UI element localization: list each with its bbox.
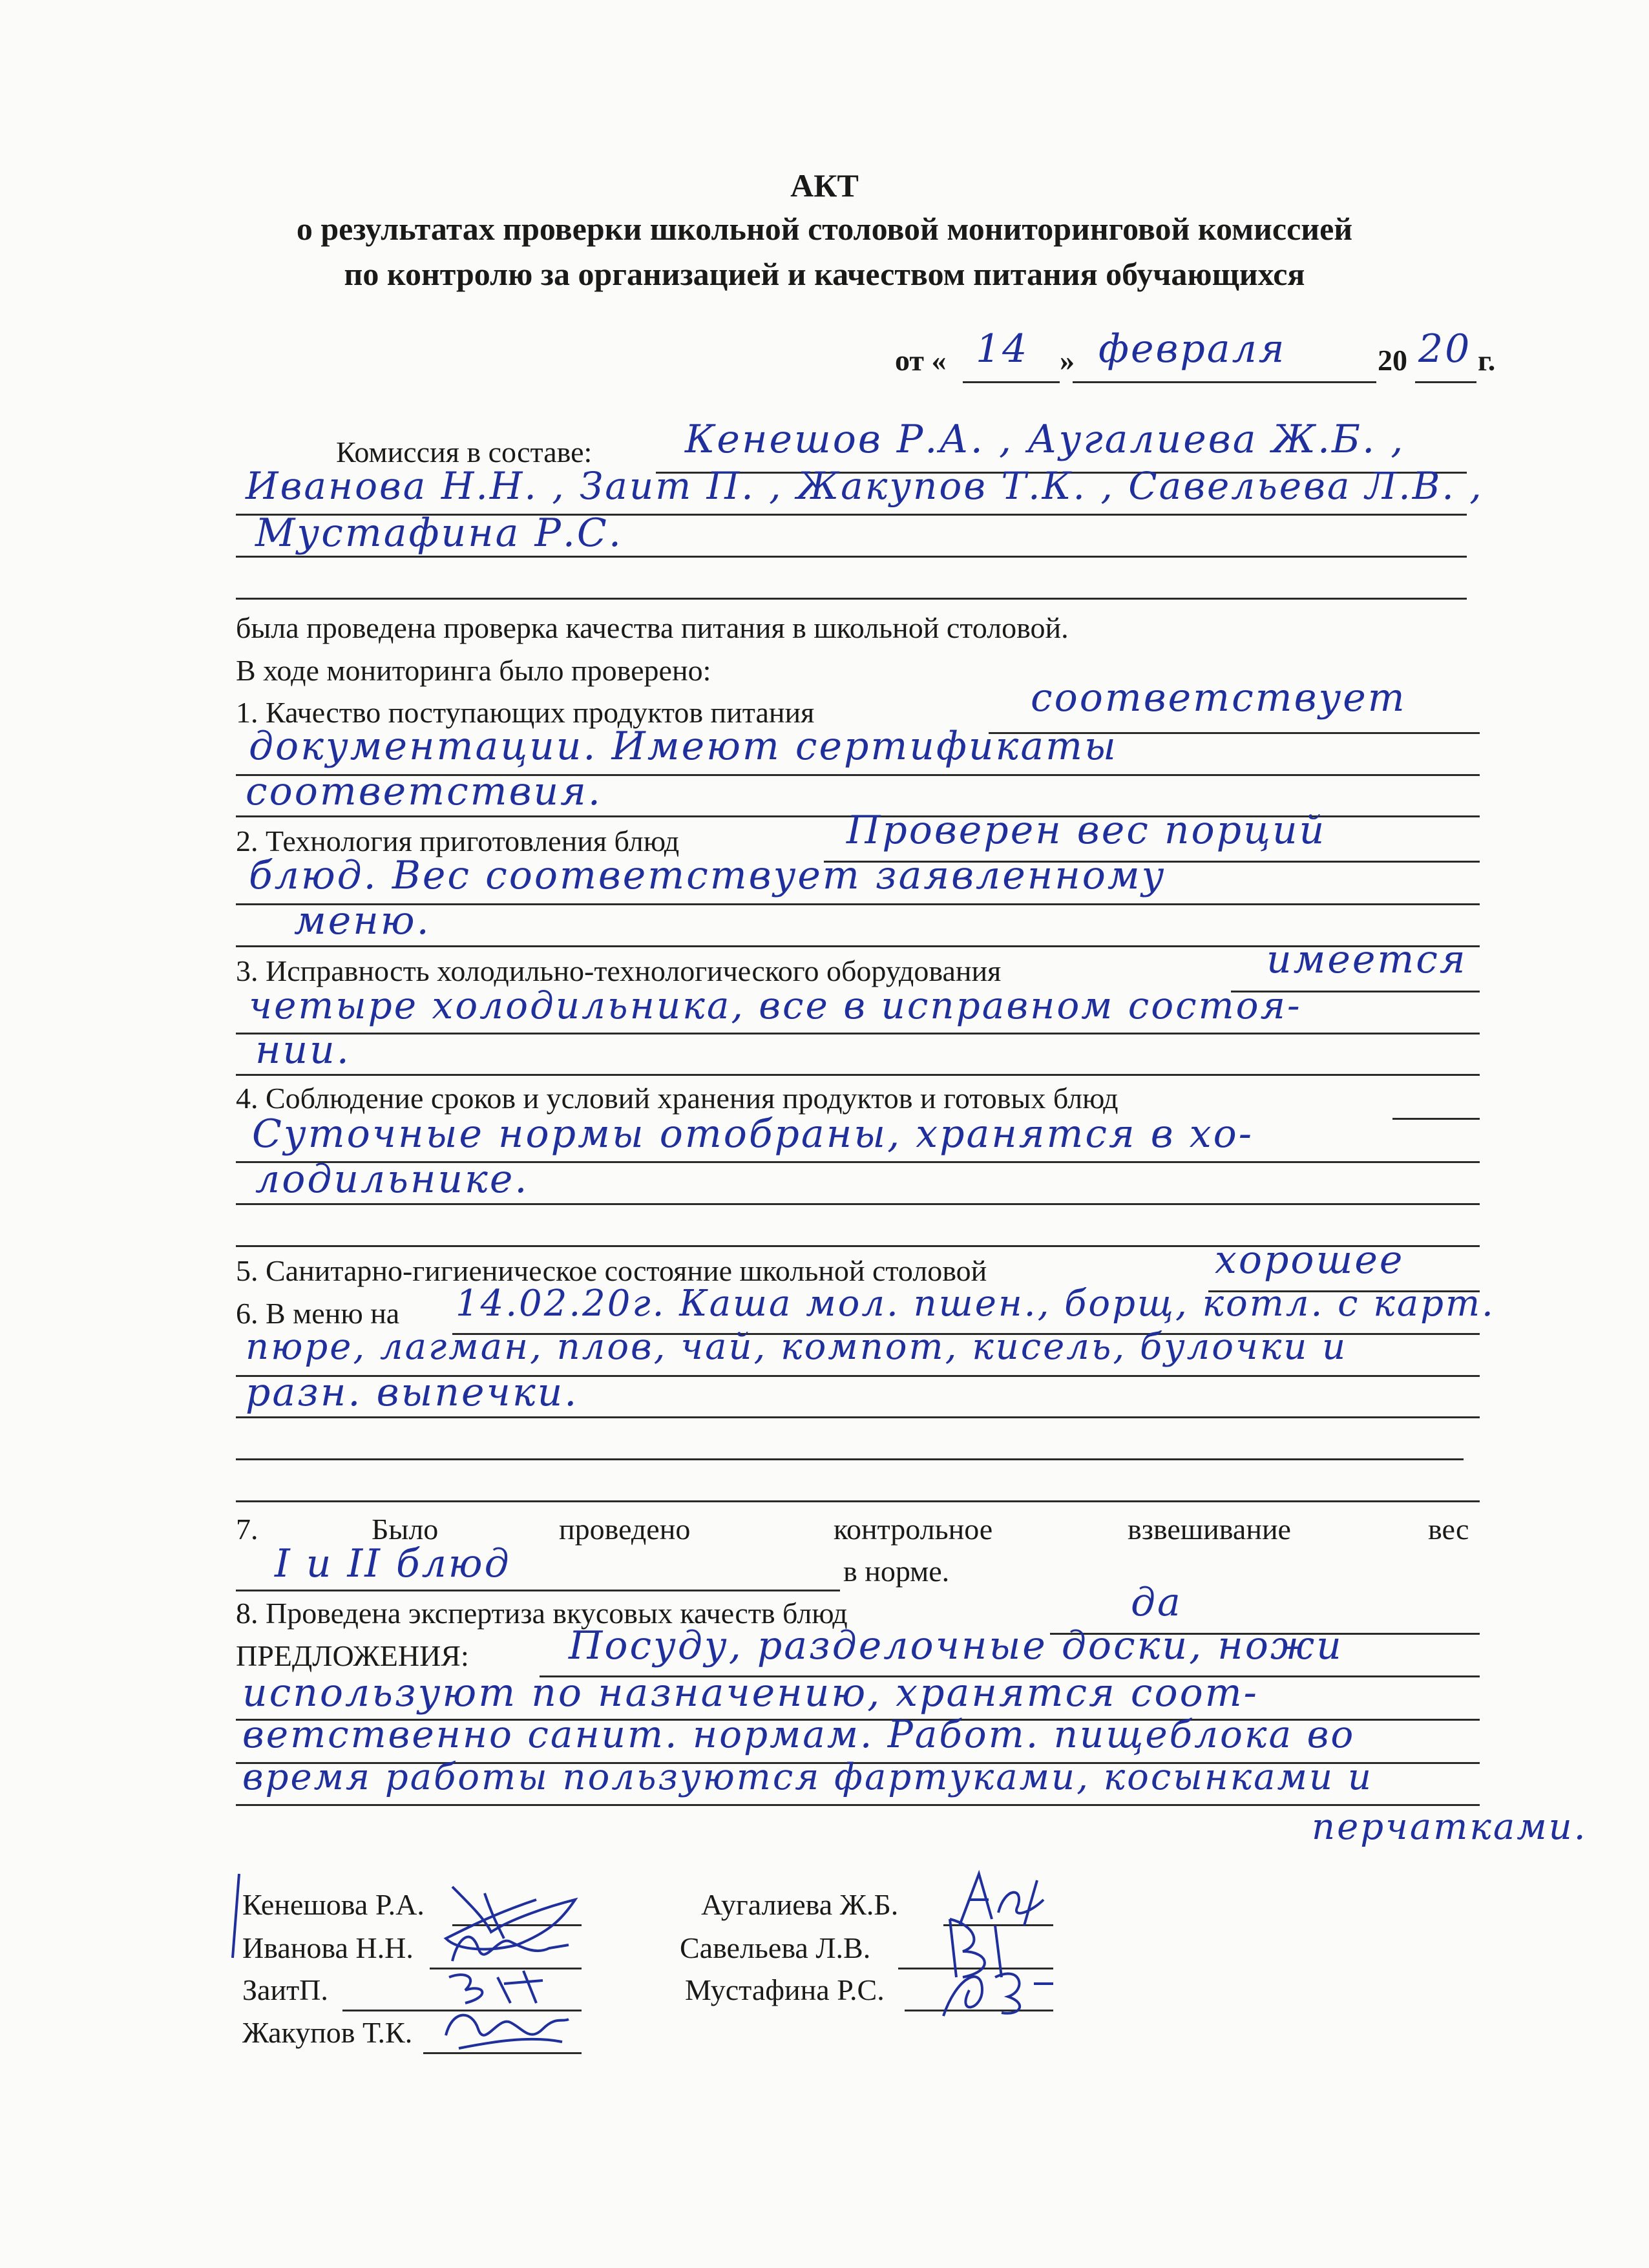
item4-answer-line1: Суточные нормы отобраны, хранятся в хо- <box>252 1111 1254 1157</box>
commission-members-line3: Мустафина Р.С. <box>255 510 623 556</box>
date-year-end: г. <box>1478 344 1496 377</box>
signature-mustafina <box>930 1951 1060 2029</box>
signer-zait: ЗаитП. <box>242 1973 328 2006</box>
commission-members-line1: Кенешов Р.А. , Аугалиева Ж.Б. , <box>685 417 1405 462</box>
item5-label: 5. Санитарно-гигиеническое состояние школьной столовой <box>236 1254 987 1287</box>
item5-answer: хорошее <box>1215 1237 1405 1283</box>
item2-answer-line2: блюд. Вес соответствует заявленному <box>249 853 1166 898</box>
rule <box>236 1458 1464 1460</box>
item3-answer-line2: четыре холодильника, все в исправном состоя- <box>249 983 1302 1027</box>
date-year-suffix: 20 <box>1418 326 1472 372</box>
item8-answer: да <box>1131 1580 1182 1625</box>
rule <box>236 1500 1480 1502</box>
item7-word5: взвешивание <box>1128 1513 1291 1546</box>
item7-word2: Было <box>372 1513 439 1546</box>
signer-zhakupov: Жакупов Т.К. <box>242 2016 413 2049</box>
commission-label: Комиссия в составе: <box>336 436 593 468</box>
item3-answer-line1: имеется <box>1266 937 1467 982</box>
signature-zhakupov <box>433 1997 582 2061</box>
item1-answer-line1: соответствует <box>1031 675 1407 720</box>
item6-answer-line2: пюре, лагман, плов, чай, компот, кисель, булочки и <box>246 1326 1348 1368</box>
item2-answer-line3: меню. <box>294 898 431 943</box>
rule <box>236 1590 840 1591</box>
item7-answer: I и II блюд <box>275 1541 511 1586</box>
item6-answer-line1: 14.02.20г. Каша мол. пшен., борщ, котл. с карт. <box>456 1283 1495 1325</box>
item2-answer-line1: Проверен вес порций <box>846 808 1327 853</box>
rule <box>1392 1118 1480 1120</box>
date-day-underline <box>963 381 1060 383</box>
item7-word1: 7. <box>236 1513 258 1546</box>
proposals-line4: время работы пользуются фартуками, косынками и <box>242 1756 1373 1798</box>
rule <box>236 1033 1480 1034</box>
signer-kenesheva: Кенешова Р.А. <box>242 1888 425 1921</box>
item7-word4: контрольное <box>834 1513 993 1546</box>
item1-label: 1. Качество поступающих продуктов питания <box>236 696 815 729</box>
item1-answer-line3: соответствия. <box>246 769 602 814</box>
item7-word3: проведено <box>559 1513 691 1546</box>
document-title: АКТ <box>790 167 859 204</box>
rule <box>236 556 1467 558</box>
date-day: 14 <box>976 326 1029 372</box>
proposals-line3: ветственно санит. нормам. Работ. пищеблока во <box>242 1712 1356 1756</box>
proposals-line1: Посуду, разделочные доски, ножи <box>569 1623 1343 1668</box>
item7-end: в норме. <box>843 1555 950 1588</box>
rule <box>236 1203 1480 1205</box>
proposals-line2: используют по назначению, хранятся соот- <box>242 1670 1259 1716</box>
signer-augalieva: Аугалиева Ж.Б. <box>701 1888 899 1921</box>
item2-label: 2. Технология приготовления блюд <box>236 824 680 857</box>
rule <box>236 1804 1480 1806</box>
rule <box>236 598 1467 600</box>
date-prefix: от « <box>895 344 947 377</box>
item3-label: 3. Исправность холодильно-технологического оборудования <box>236 954 1002 987</box>
item3-answer-line3: нии. <box>255 1027 351 1073</box>
rule <box>236 1416 1480 1418</box>
item4-answer-line2: лодильнике. <box>255 1157 529 1202</box>
signer-savelieva: Савельева Л.В. <box>680 1931 871 1964</box>
item7-word6: вес <box>1428 1513 1469 1546</box>
item1-answer-line2: документации. Имеют сертификаты <box>249 724 1118 769</box>
item6-answer-line3: разн. выпечки. <box>246 1370 579 1415</box>
intro-line2: В ходе мониторинга было проверено: <box>236 654 711 687</box>
document-subtitle-line1: о результатах проверки школьной столовой мониторинговой комиссией <box>296 211 1353 247</box>
item6-label: 6. В меню на <box>236 1297 400 1330</box>
date-month: февраля <box>1098 326 1287 372</box>
rule <box>236 1074 1480 1076</box>
proposals-line5: перчатками. <box>1312 1806 1588 1848</box>
signer-mustafina: Мустафина Р.С. <box>685 1973 885 2006</box>
item8-label: 8. Проведена экспертиза вкусовых качеств блюд <box>236 1597 848 1630</box>
proposals-label: ПРЕДЛОЖЕНИЯ: <box>236 1639 469 1672</box>
date-mid: » <box>1060 344 1075 377</box>
date-year-prefix: 20 <box>1378 344 1407 377</box>
signer-ivanova: Иванова Н.Н. <box>242 1931 414 1964</box>
document-subtitle-line2: по контролю за организацией и качеством питания обучающихся <box>344 256 1305 292</box>
date-month-underline <box>1073 381 1376 383</box>
item4-label: 4. Соблюдение сроков и условий хранения продуктов и готовых блюд <box>236 1082 1119 1115</box>
date-year-underline <box>1415 381 1476 383</box>
intro-line1: была проведена проверка качества питания в школьной столовой. <box>236 611 1069 644</box>
commission-members-line2: Иванова Н.Н. , Заит П. , Жакупов Т.К. , Савельева Л.В. , <box>246 464 1484 508</box>
